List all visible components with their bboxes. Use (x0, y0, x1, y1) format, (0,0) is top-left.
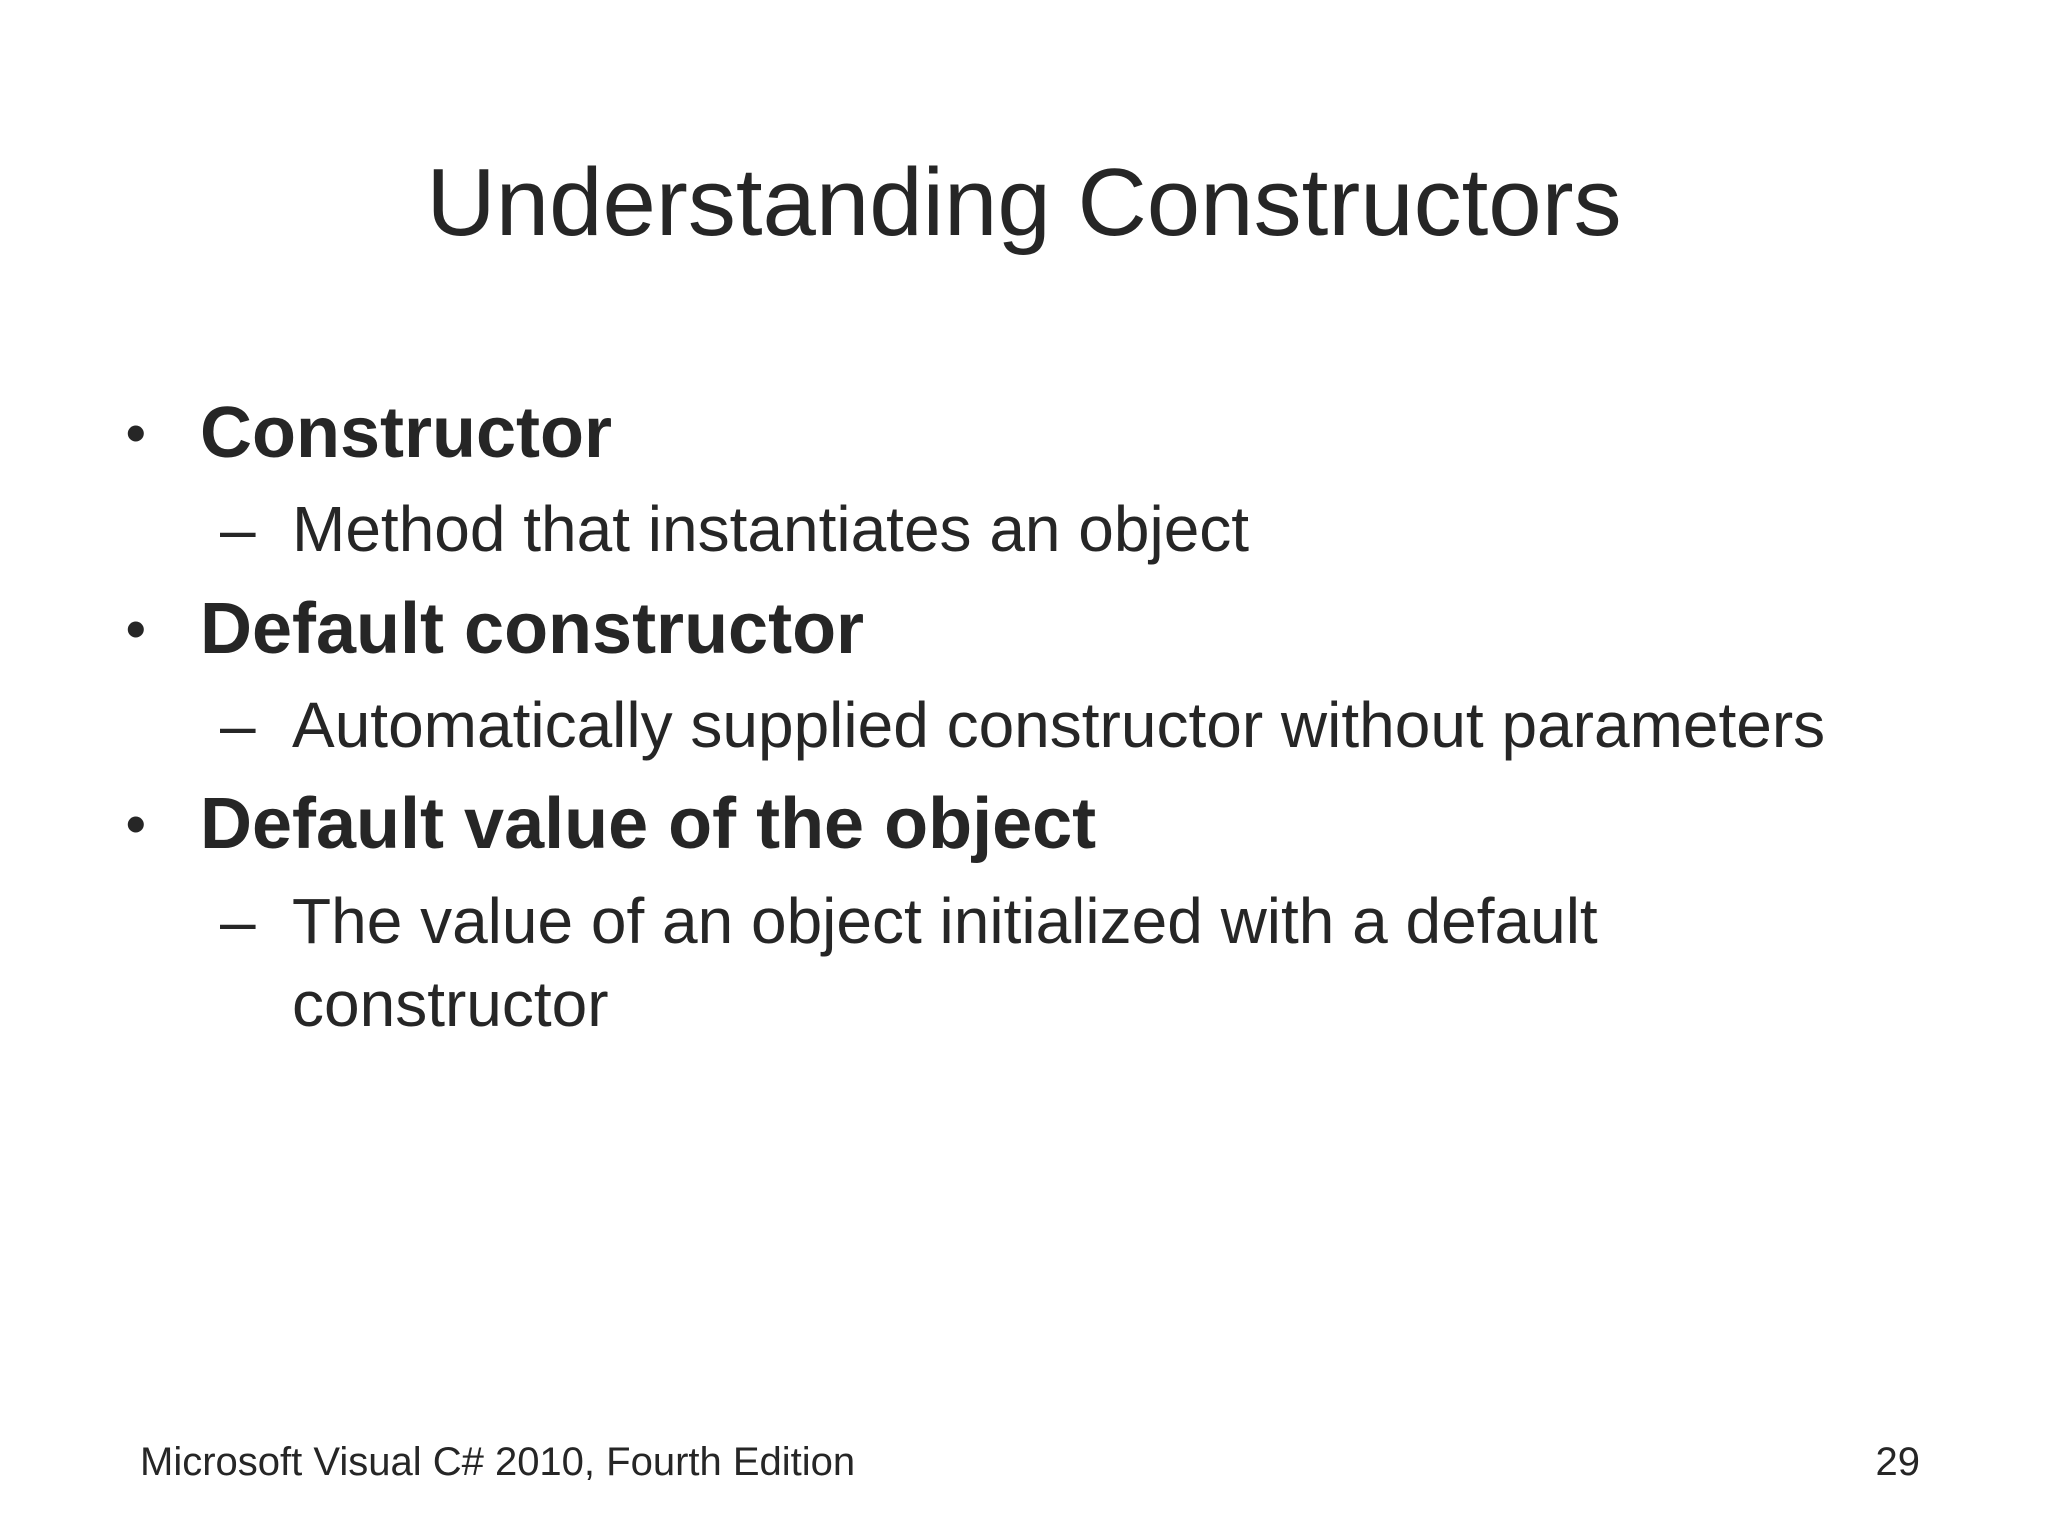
bullet-definition: The value of an object initialized with a default constructor (292, 884, 1598, 1040)
sub-bullet-item (120, 488, 1980, 571)
bullet-list (120, 390, 1980, 1060)
slide-title: Understanding Constructors (426, 149, 1622, 256)
bullet-marker: • (126, 596, 146, 660)
sub-bullet-marker: – (220, 688, 256, 761)
sub-bullet-item (120, 684, 1980, 767)
bullet-marker: • (126, 792, 146, 856)
footer-page-number: 29 (1875, 1440, 1920, 1484)
sub-bullet-item (120, 880, 1832, 1046)
bullet-term: Constructor (200, 393, 612, 473)
sub-bullet-marker: – (220, 884, 256, 957)
bullet-marker: • (126, 401, 146, 464)
bullet-definition: Method that instantiates an object (292, 493, 1250, 566)
bullet-term: Default value of the object (200, 784, 1097, 865)
sub-bullet-marker: – (220, 493, 256, 566)
bullet-definition: Automatically supplied constructor without parameters (292, 688, 1826, 761)
footer-book-title: Microsoft Visual C# 2010, Fourth Edition (140, 1440, 856, 1484)
bullet-item (120, 390, 1980, 476)
bullet-term: Default constructor (200, 588, 865, 669)
bullet-item (120, 781, 1980, 867)
bullet-item (120, 586, 1980, 672)
